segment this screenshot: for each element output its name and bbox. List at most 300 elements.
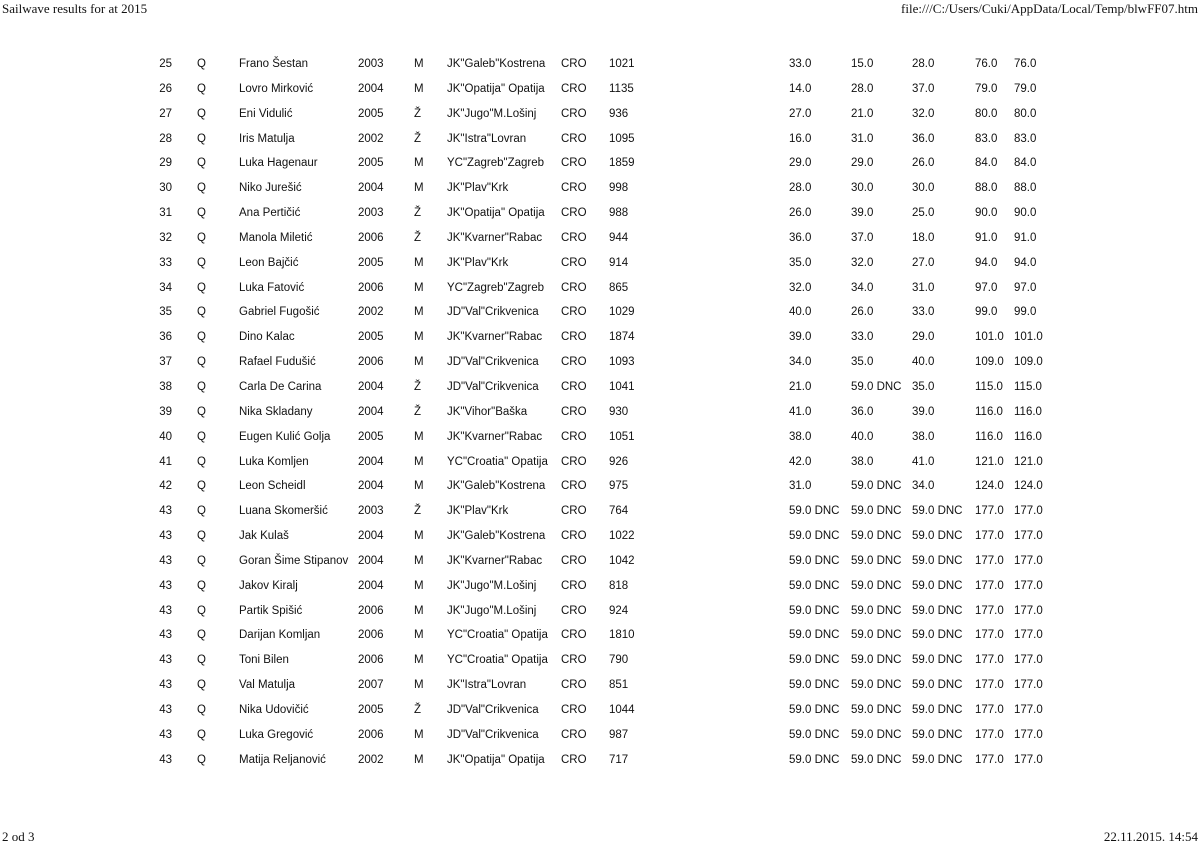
birth-year-cell: 2003 <box>358 58 384 70</box>
table-row <box>0 673 1200 698</box>
table-row <box>0 623 1200 648</box>
nationality-cell: CRO <box>561 480 587 493</box>
nationality-cell: CRO <box>561 207 587 220</box>
race-1-cell: 40.0 <box>789 306 812 319</box>
birth-year-cell: 2003 <box>358 207 384 220</box>
sailor-name-cell: Rafael Fudušić <box>239 356 316 369</box>
qualification-cell: Q <box>197 157 206 170</box>
club-cell: JK"Galeb"Kostrena <box>447 530 546 543</box>
race-3-cell: 59.0 DNC <box>912 753 963 766</box>
race-1-cell: 26.0 <box>789 207 812 220</box>
club-cell: JK"Istra"Lovran <box>447 679 527 692</box>
sail-number-cell: 1041 <box>609 380 635 393</box>
race-1-cell: 59.0 DNC <box>789 629 840 642</box>
net-cell: 177.0 <box>1014 554 1043 567</box>
qualification-cell: Q <box>197 480 206 493</box>
club-cell: JK"Galeb"Kostrena <box>447 480 546 493</box>
qualification-cell: Q <box>197 306 206 319</box>
sex-cell: M <box>414 182 424 195</box>
club-cell: JK"Kvarner"Rabac <box>447 430 543 443</box>
table-row <box>0 251 1200 276</box>
race-3-cell: 39.0 <box>912 405 935 418</box>
sail-number-cell: 1029 <box>609 306 635 319</box>
club-cell: YC"Croatia" Opatija <box>447 654 548 667</box>
race-1-cell: 59.0 DNC <box>789 604 840 617</box>
sailor-name-cell: Iris Matulja <box>239 132 295 145</box>
sail-number-cell: 914 <box>609 256 629 269</box>
sex-cell: Ž <box>414 405 422 418</box>
nationality-cell: CRO <box>561 405 587 418</box>
qualification-cell: Q <box>197 356 206 369</box>
table-row <box>0 151 1200 176</box>
table-row <box>0 400 1200 425</box>
net-cell: 177.0 <box>1014 703 1043 716</box>
sailor-name-cell: Luka Fatović <box>239 281 305 294</box>
race-2-cell: 59.0 DNC <box>851 654 902 667</box>
race-3-cell: 59.0 DNC <box>912 530 963 543</box>
race-3-cell: 29.0 <box>912 331 935 344</box>
nationality-cell: CRO <box>561 455 587 468</box>
document-title: Sailwave results for at 2015 <box>2 1 148 16</box>
nationality-cell: CRO <box>561 231 587 244</box>
race-3-cell: 34.0 <box>912 480 935 493</box>
birth-year-cell: 2002 <box>358 753 384 766</box>
sail-number-cell: 851 <box>609 679 629 692</box>
total-cell: 76.0 <box>975 58 998 70</box>
race-3-cell: 59.0 DNC <box>912 629 963 642</box>
total-cell: 99.0 <box>975 306 998 319</box>
sail-number-cell: 987 <box>609 728 629 741</box>
sex-cell: M <box>414 480 424 493</box>
nationality-cell: CRO <box>561 554 587 567</box>
print-footer <box>0 829 1200 845</box>
qualification-cell: Q <box>197 703 206 716</box>
race-2-cell: 29.0 <box>851 157 874 170</box>
net-cell: 177.0 <box>1014 679 1043 692</box>
table-row <box>0 226 1200 251</box>
race-3-cell: 36.0 <box>912 132 935 145</box>
race-2-cell: 39.0 <box>851 207 874 220</box>
page-number: 2 od 3 <box>2 829 35 844</box>
net-cell: 124.0 <box>1014 480 1043 493</box>
nationality-cell: CRO <box>561 430 587 443</box>
qualification-cell: Q <box>197 132 206 145</box>
rank-cell: 26 <box>159 82 172 95</box>
race-2-cell: 36.0 <box>851 405 874 418</box>
race-1-cell: 38.0 <box>789 430 812 443</box>
race-3-cell: 38.0 <box>912 430 935 443</box>
club-cell: JK"Jugo"M.Lošinj <box>447 604 537 617</box>
table-row <box>0 176 1200 201</box>
race-3-cell: 40.0 <box>912 356 935 369</box>
qualification-cell: Q <box>197 728 206 741</box>
sex-cell: Ž <box>414 380 422 393</box>
birth-year-cell: 2004 <box>358 455 384 468</box>
total-cell: 177.0 <box>975 604 1004 617</box>
total-cell: 177.0 <box>975 554 1004 567</box>
birth-year-cell: 2006 <box>358 231 384 244</box>
rank-cell: 38 <box>159 380 172 393</box>
qualification-cell: Q <box>197 331 206 344</box>
total-cell: 101.0 <box>975 331 1004 344</box>
race-2-cell: 15.0 <box>851 58 874 70</box>
race-3-cell: 31.0 <box>912 281 935 294</box>
race-3-cell: 26.0 <box>912 157 935 170</box>
sailor-name-cell: Nika Skladany <box>239 405 313 418</box>
birth-year-cell: 2004 <box>358 182 384 195</box>
race-2-cell: 59.0 DNC <box>851 604 902 617</box>
sex-cell: M <box>414 281 424 294</box>
qualification-cell: Q <box>197 430 206 443</box>
sail-number-cell: 1874 <box>609 331 635 344</box>
qualification-cell: Q <box>197 679 206 692</box>
club-cell: YC"Zagreb"Zagreb <box>447 281 545 294</box>
total-cell: 83.0 <box>975 132 998 145</box>
qualification-cell: Q <box>197 380 206 393</box>
print-header <box>0 1 1200 17</box>
nationality-cell: CRO <box>561 728 587 741</box>
sex-cell: M <box>414 654 424 667</box>
race-3-cell: 30.0 <box>912 182 935 195</box>
club-cell: YC"Croatia" Opatija <box>447 629 548 642</box>
race-2-cell: 33.0 <box>851 331 874 344</box>
club-cell: JD"Val"Crikvenica <box>447 380 539 393</box>
net-cell: 177.0 <box>1014 579 1043 592</box>
net-cell: 109.0 <box>1014 356 1043 369</box>
sailor-name-cell: Frano Šestan <box>239 58 309 70</box>
table-row <box>0 350 1200 375</box>
table-row <box>0 549 1200 574</box>
race-2-cell: 34.0 <box>851 281 874 294</box>
birth-year-cell: 2006 <box>358 629 384 642</box>
club-cell: JD"Val"Crikvenica <box>447 728 539 741</box>
net-cell: 90.0 <box>1014 207 1037 220</box>
race-2-cell: 59.0 DNC <box>851 554 902 567</box>
total-cell: 90.0 <box>975 207 998 220</box>
birth-year-cell: 2005 <box>358 703 384 716</box>
rank-cell: 29 <box>159 157 172 170</box>
race-1-cell: 34.0 <box>789 356 812 369</box>
table-row <box>0 375 1200 400</box>
birth-year-cell: 2006 <box>358 281 384 294</box>
rank-cell: 43 <box>159 728 172 741</box>
nationality-cell: CRO <box>561 505 587 518</box>
sailor-name-cell: Carla De Carina <box>239 380 322 393</box>
sex-cell: M <box>414 356 424 369</box>
club-cell: JK"Opatija" Opatija <box>447 207 545 220</box>
total-cell: 116.0 <box>975 430 1003 443</box>
race-2-cell: 40.0 <box>851 430 874 443</box>
club-cell: YC"Zagreb"Zagreb <box>447 157 545 170</box>
total-cell: 177.0 <box>975 753 1004 766</box>
sail-number-cell: 1095 <box>609 132 635 145</box>
race-2-cell: 26.0 <box>851 306 874 319</box>
rank-cell: 37 <box>159 356 172 369</box>
sail-number-cell: 1042 <box>609 554 635 567</box>
race-1-cell: 29.0 <box>789 157 812 170</box>
race-2-cell: 28.0 <box>851 82 874 95</box>
qualification-cell: Q <box>197 231 206 244</box>
total-cell: 79.0 <box>975 82 998 95</box>
birth-year-cell: 2005 <box>358 331 384 344</box>
qualification-cell: Q <box>197 207 206 220</box>
sex-cell: Ž <box>414 231 422 244</box>
race-1-cell: 31.0 <box>789 480 812 493</box>
sex-cell: M <box>414 604 424 617</box>
race-1-cell: 33.0 <box>789 58 812 70</box>
race-2-cell: 59.0 DNC <box>851 480 902 493</box>
qualification-cell: Q <box>197 107 206 120</box>
race-1-cell: 28.0 <box>789 182 812 195</box>
sail-number-cell: 717 <box>609 753 629 766</box>
rank-cell: 43 <box>159 703 172 716</box>
net-cell: 121.0 <box>1014 455 1043 468</box>
birth-year-cell: 2003 <box>358 505 384 518</box>
club-cell: YC"Croatia" Opatija <box>447 455 548 468</box>
race-1-cell: 59.0 DNC <box>789 554 840 567</box>
rank-cell: 31 <box>159 207 172 220</box>
club-cell: JK"Vihor"Baška <box>447 405 528 418</box>
net-cell: 83.0 <box>1014 132 1037 145</box>
table-row <box>0 648 1200 673</box>
club-cell: JK"Istra"Lovran <box>447 132 527 145</box>
net-cell: 99.0 <box>1014 306 1037 319</box>
sailor-name-cell: Ana Pertičić <box>239 207 301 220</box>
sail-number-cell: 936 <box>609 107 629 120</box>
birth-year-cell: 2004 <box>358 554 384 567</box>
sailor-name-cell: Luka Komljen <box>239 455 309 468</box>
race-2-cell: 59.0 DNC <box>851 728 902 741</box>
qualification-cell: Q <box>197 554 206 567</box>
race-2-cell: 21.0 <box>851 107 874 120</box>
race-3-cell: 59.0 DNC <box>912 654 963 667</box>
race-2-cell: 31.0 <box>851 132 874 145</box>
net-cell: 177.0 <box>1014 530 1043 543</box>
rank-cell: 43 <box>159 530 172 543</box>
total-cell: 177.0 <box>975 654 1004 667</box>
birth-year-cell: 2002 <box>358 132 384 145</box>
birth-year-cell: 2005 <box>358 256 384 269</box>
race-1-cell: 21.0 <box>789 380 812 393</box>
race-3-cell: 59.0 DNC <box>912 554 963 567</box>
sail-number-cell: 944 <box>609 231 629 244</box>
nationality-cell: CRO <box>561 157 587 170</box>
sailor-name-cell: Manola Miletić <box>239 231 313 244</box>
qualification-cell: Q <box>197 753 206 766</box>
race-1-cell: 59.0 DNC <box>789 530 840 543</box>
total-cell: 109.0 <box>975 356 1004 369</box>
sex-cell: M <box>414 728 424 741</box>
race-3-cell: 59.0 DNC <box>912 604 963 617</box>
rank-cell: 43 <box>159 629 172 642</box>
sex-cell: Ž <box>414 207 422 220</box>
race-1-cell: 16.0 <box>789 132 812 145</box>
table-row <box>0 425 1200 450</box>
sail-number-cell: 1093 <box>609 356 635 369</box>
nationality-cell: CRO <box>561 654 587 667</box>
birth-year-cell: 2004 <box>358 480 384 493</box>
sex-cell: M <box>414 331 424 344</box>
race-3-cell: 41.0 <box>912 455 935 468</box>
net-cell: 177.0 <box>1014 654 1043 667</box>
sail-number-cell: 1859 <box>609 157 635 170</box>
rank-cell: 43 <box>159 604 172 617</box>
nationality-cell: CRO <box>561 82 587 95</box>
race-2-cell: 59.0 DNC <box>851 505 902 518</box>
table-row <box>0 300 1200 325</box>
club-cell: JK"Opatija" Opatija <box>447 82 545 95</box>
sex-cell: M <box>414 554 424 567</box>
sex-cell: M <box>414 58 424 70</box>
birth-year-cell: 2006 <box>358 728 384 741</box>
race-2-cell: 32.0 <box>851 256 874 269</box>
qualification-cell: Q <box>197 455 206 468</box>
print-datetime: 22.11.2015. 14:54 <box>1103 829 1198 844</box>
total-cell: 116.0 <box>975 405 1003 418</box>
net-cell: 115.0 <box>1014 380 1042 393</box>
rank-cell: 43 <box>159 554 172 567</box>
race-2-cell: 59.0 DNC <box>851 629 902 642</box>
net-cell: 177.0 <box>1014 728 1043 741</box>
sex-cell: M <box>414 306 424 319</box>
sail-number-cell: 988 <box>609 207 629 220</box>
qualification-cell: Q <box>197 58 206 70</box>
club-cell: JK"Plav"Krk <box>447 182 509 195</box>
net-cell: 76.0 <box>1014 58 1037 70</box>
table-row <box>0 474 1200 499</box>
sex-cell: Ž <box>414 505 422 518</box>
race-1-cell: 59.0 DNC <box>789 703 840 716</box>
sex-cell: Ž <box>414 132 422 145</box>
sailor-name-cell: Luana Skomeršić <box>239 505 328 518</box>
club-cell: JK"Jugo"M.Lošinj <box>447 579 537 592</box>
race-1-cell: 59.0 DNC <box>789 679 840 692</box>
sex-cell: M <box>414 157 424 170</box>
rank-cell: 28 <box>159 132 172 145</box>
total-cell: 121.0 <box>975 455 1004 468</box>
club-cell: JK"Plav"Krk <box>447 256 509 269</box>
sailor-name-cell: Jakov Kiralj <box>239 579 298 592</box>
qualification-cell: Q <box>197 629 206 642</box>
rank-cell: 34 <box>159 281 172 294</box>
birth-year-cell: 2004 <box>358 579 384 592</box>
club-cell: JD"Val"Crikvenica <box>447 356 539 369</box>
birth-year-cell: 2004 <box>358 530 384 543</box>
table-row <box>0 499 1200 524</box>
sail-number-cell: 865 <box>609 281 629 294</box>
race-3-cell: 25.0 <box>912 207 935 220</box>
birth-year-cell: 2006 <box>358 604 384 617</box>
race-2-cell: 38.0 <box>851 455 874 468</box>
race-2-cell: 35.0 <box>851 356 874 369</box>
total-cell: 177.0 <box>975 679 1004 692</box>
birth-year-cell: 2006 <box>358 654 384 667</box>
race-3-cell: 59.0 DNC <box>912 579 963 592</box>
race-2-cell: 59.0 DNC <box>851 380 902 393</box>
rank-cell: 36 <box>159 331 172 344</box>
race-1-cell: 42.0 <box>789 455 812 468</box>
total-cell: 124.0 <box>975 480 1004 493</box>
nationality-cell: CRO <box>561 530 587 543</box>
total-cell: 91.0 <box>975 231 998 244</box>
nationality-cell: CRO <box>561 306 587 319</box>
net-cell: 116.0 <box>1014 430 1042 443</box>
net-cell: 177.0 <box>1014 753 1043 766</box>
total-cell: 80.0 <box>975 107 998 120</box>
table-row <box>0 102 1200 127</box>
total-cell: 177.0 <box>975 579 1004 592</box>
race-1-cell: 59.0 DNC <box>789 753 840 766</box>
sail-number-cell: 998 <box>609 182 629 195</box>
net-cell: 88.0 <box>1014 182 1037 195</box>
race-3-cell: 28.0 <box>912 58 935 70</box>
race-1-cell: 41.0 <box>789 405 812 418</box>
table-row <box>0 127 1200 152</box>
table-row <box>0 450 1200 475</box>
sailor-name-cell: Lovro Mirković <box>239 82 314 95</box>
sailor-name-cell: Darijan Komljan <box>239 629 321 642</box>
rank-cell: 43 <box>159 505 172 518</box>
race-2-cell: 37.0 <box>851 231 874 244</box>
birth-year-cell: 2005 <box>358 157 384 170</box>
qualification-cell: Q <box>197 405 206 418</box>
nationality-cell: CRO <box>561 703 587 716</box>
sail-number-cell: 818 <box>609 579 629 592</box>
nationality-cell: CRO <box>561 331 587 344</box>
race-1-cell: 35.0 <box>789 256 812 269</box>
sail-number-cell: 926 <box>609 455 629 468</box>
sailor-name-cell: Eugen Kulić Golja <box>239 430 331 443</box>
rank-cell: 25 <box>159 58 172 70</box>
sail-number-cell: 1022 <box>609 530 635 543</box>
nationality-cell: CRO <box>561 604 587 617</box>
race-2-cell: 59.0 DNC <box>851 579 902 592</box>
sail-number-cell: 1051 <box>609 430 635 443</box>
table-row <box>0 77 1200 102</box>
sail-number-cell: 1135 <box>609 82 634 95</box>
race-2-cell: 59.0 DNC <box>851 703 902 716</box>
qualification-cell: Q <box>197 182 206 195</box>
sailor-name-cell: Partik Spišić <box>239 604 303 617</box>
net-cell: 177.0 <box>1014 629 1043 642</box>
birth-year-cell: 2004 <box>358 380 384 393</box>
rank-cell: 43 <box>159 654 172 667</box>
sailor-name-cell: Val Matulja <box>239 679 296 692</box>
net-cell: 79.0 <box>1014 82 1037 95</box>
sailor-name-cell: Goran Šime Stipanov <box>239 554 349 567</box>
qualification-cell: Q <box>197 604 206 617</box>
table-row <box>0 52 1200 77</box>
sex-cell: M <box>414 82 424 95</box>
race-2-cell: 59.0 DNC <box>851 530 902 543</box>
sex-cell: M <box>414 455 424 468</box>
sailor-name-cell: Matija Reljanović <box>239 753 326 766</box>
club-cell: JK"Jugo"M.Lošinj <box>447 107 537 120</box>
sex-cell: M <box>414 753 424 766</box>
total-cell: 177.0 <box>975 530 1004 543</box>
rank-cell: 43 <box>159 679 172 692</box>
table-row <box>0 574 1200 599</box>
sex-cell: M <box>414 430 424 443</box>
sail-number-cell: 1044 <box>609 703 635 716</box>
sailor-name-cell: Toni Bilen <box>239 654 289 667</box>
nationality-cell: CRO <box>561 356 587 369</box>
sex-cell: Ž <box>414 703 422 716</box>
net-cell: 97.0 <box>1014 281 1037 294</box>
total-cell: 97.0 <box>975 281 998 294</box>
birth-year-cell: 2004 <box>358 82 384 95</box>
nationality-cell: CRO <box>561 107 587 120</box>
